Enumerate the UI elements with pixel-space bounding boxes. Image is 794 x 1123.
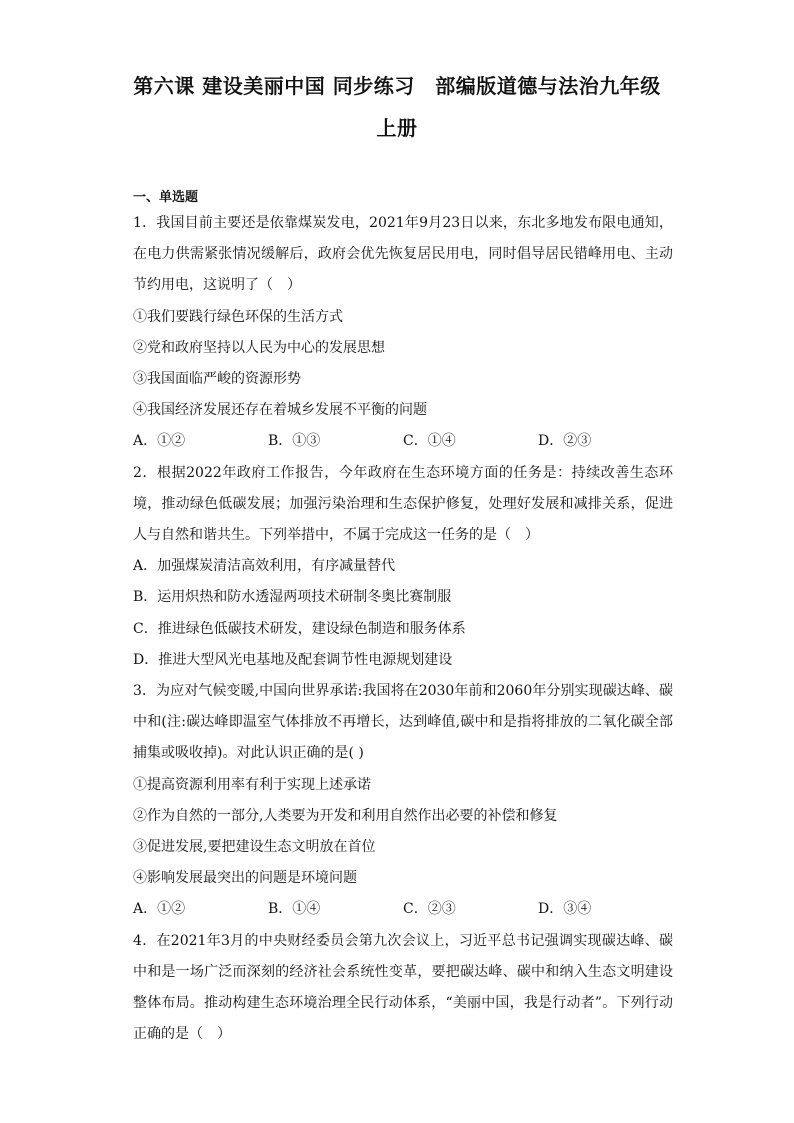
question-4 <box>133 926 673 1051</box>
option-b: B．运用炽热和防水透湿两项技术研制冬奥比赛制服 <box>133 589 452 606</box>
statement-1: ①我们要践行绿色环保的生活方式 <box>133 308 343 325</box>
option-c: C．②③ <box>403 901 456 918</box>
statement-1: ①提高资源利用率有利于实现上述承诺 <box>133 776 371 793</box>
option-c: C．①④ <box>403 433 456 450</box>
statement-2: ②党和政府坚持以人民为中心的发展思想 <box>133 339 385 356</box>
answer-options <box>133 894 673 925</box>
answer-options <box>133 426 673 457</box>
statement-3: ③促进发展,要把建设生态文明放在首位 <box>133 839 376 856</box>
question-stem: 3．为应对气候变暖,中国向世界承诺:我国将在2030年前和2060年分别实现碳达峰、碳中和(注:碳达峰即温室气体排放不再增长，达到峰值,碳中和是指将排放的二氧化碳全部捕集或吸收掉)。对此认识正确的是( ) <box>133 683 673 762</box>
option-d: D．③④ <box>538 901 592 918</box>
question-3 <box>133 676 673 926</box>
option-d: D．推进大型风光电基地及配套调节性电源规划建设 <box>133 651 453 668</box>
statement-2: ②作为自然的一部分,人类要为开发和利用自然作出必要的补偿和修复 <box>133 807 558 824</box>
question-2 <box>133 458 673 676</box>
question-stem: 2．根据2022年政府工作报告，今年政府在生态环境方面的任务是：持续改善生态环境，推动绿色低碳发展；加强污染治理和生态保护修复，处理好发展和减排关系，促进人与自然和谐共生。下列举措中，不属于完成这一任务的是（ ） <box>133 464 673 544</box>
section-heading: 一、单选题 <box>133 190 199 205</box>
option-b: B．①③ <box>268 433 321 450</box>
option-b: B．①④ <box>268 901 321 918</box>
option-a: A．①② <box>133 433 186 450</box>
question-list <box>133 208 673 1050</box>
statement-3: ③我国面临严峻的资源形势 <box>133 371 301 388</box>
statement-4: ④影响发展最突出的问题是环境问题 <box>133 870 357 887</box>
option-a: A．①② <box>133 901 186 918</box>
option-c: C．推进绿色低碳技术研发，建设绿色制造和服务体系 <box>133 620 466 637</box>
document-title-line1: 第六课 建设美丽中国 同步练习 部编版道德与法治九年级 <box>133 74 661 98</box>
statement-4: ④我国经济发展还存在着城乡发展不平衡的问题 <box>133 402 427 419</box>
document-title-line2: 上册 <box>376 116 418 140</box>
option-d: D．②③ <box>538 433 592 450</box>
question-stem: 1．我国目前主要还是依靠煤炭发电，2021年9月23日以来，东北多地发布限电通知，在电力供需紧张情况缓解后，政府会优先恢复居民用电，同时倡导居民错峰用电、主动节约用电，这说明了（ ） <box>133 215 673 294</box>
question-stem: 4．在2021年3月的中央财经委员会第九次会议上，习近平总书记强调实现碳达峰、碳中和是一场广泛而深刻的经济社会系统性变革，要把碳达峰、碳中和纳入生态文明建设整体布局。推动构建生态环境治理全民行动体系，“美丽中国，我是行动者”。下列行动正确的是（ ） <box>133 932 673 1043</box>
option-a: A．加强煤炭清洁高效利用，有序减量替代 <box>133 558 396 575</box>
question-1 <box>133 208 673 458</box>
